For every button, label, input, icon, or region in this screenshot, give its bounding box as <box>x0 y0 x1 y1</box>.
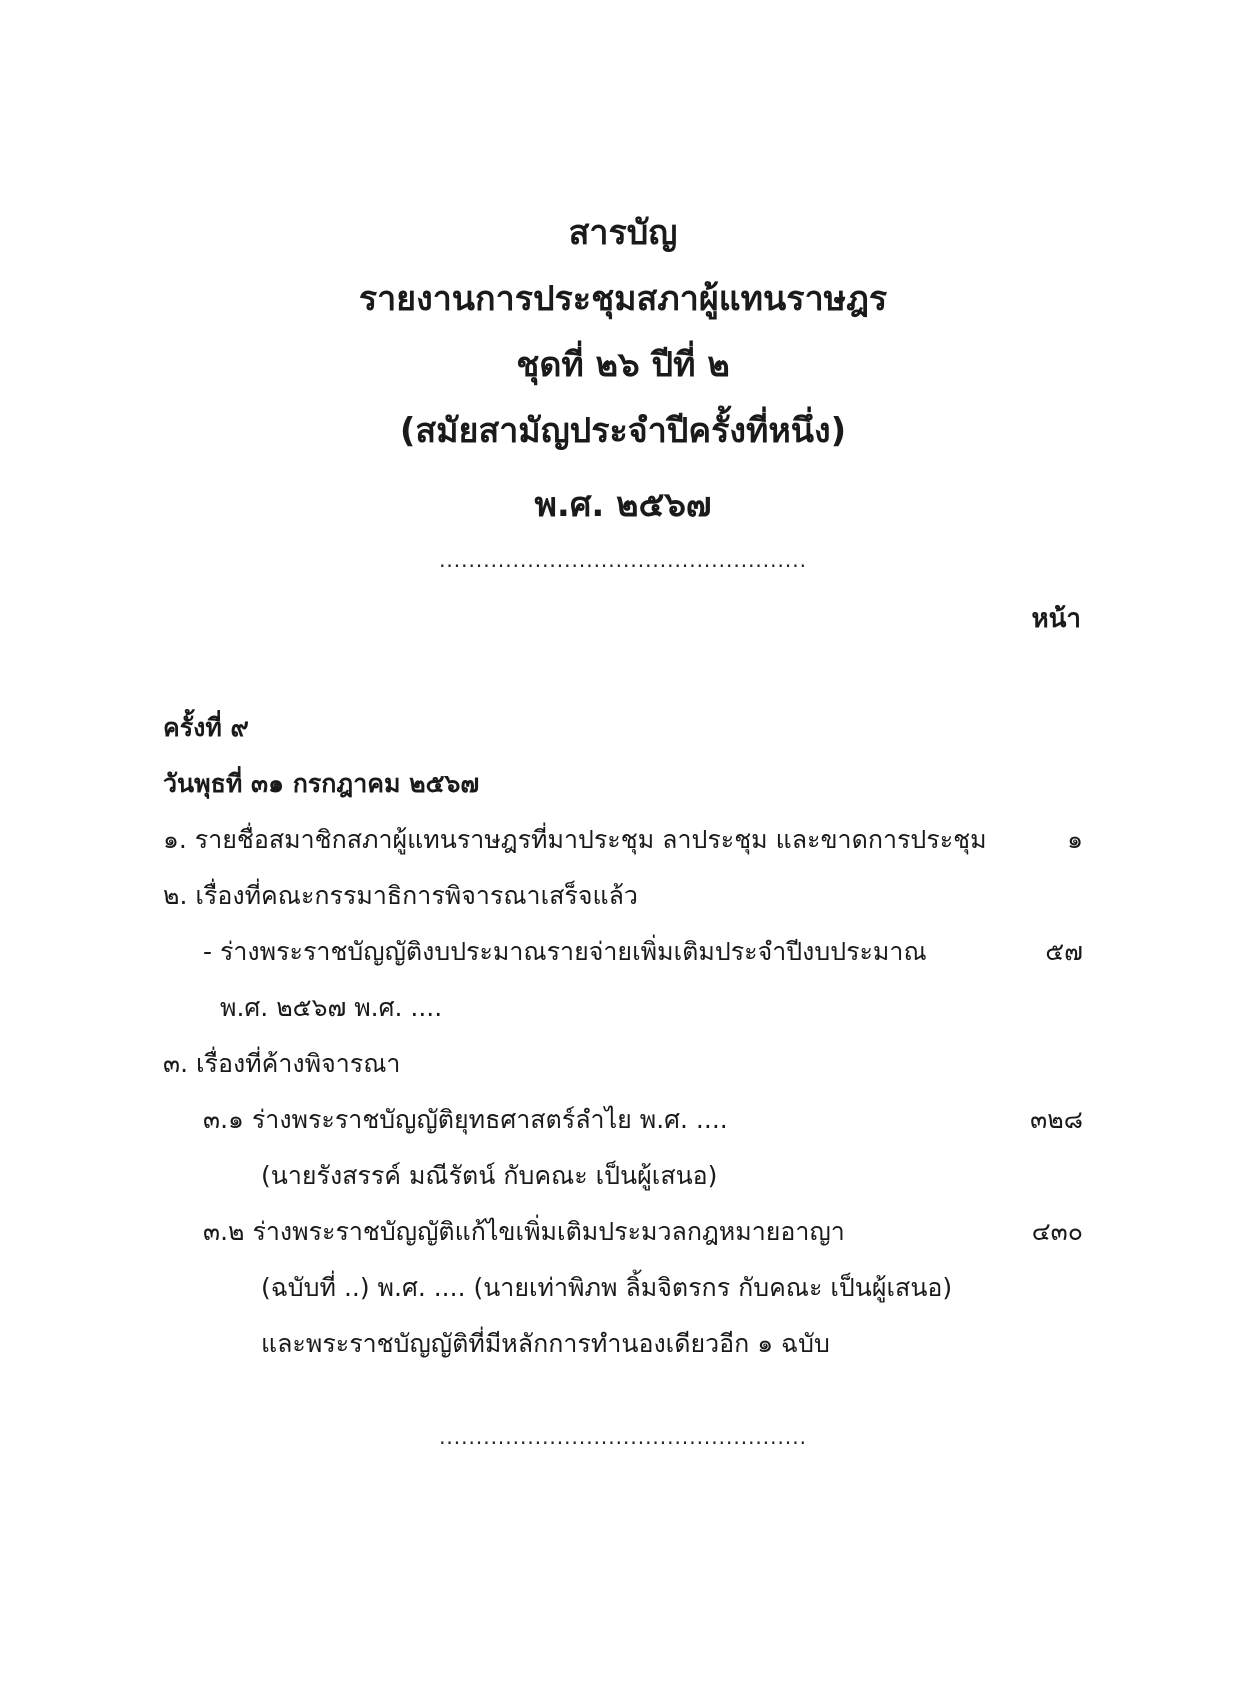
toc-entry-2-1-cont <box>163 980 1083 1036</box>
doc-subtitle: รายงานการประชุมสภาผู้แทนราษฎร <box>358 279 888 319</box>
toc-entry-page: ๔๓๐ <box>1031 1217 1083 1246</box>
toc-entry-3-1-cont <box>163 1148 1083 1204</box>
toc-entry-text: ๒. เรื่องที่คณะกรรมาธิการพิจารณาเสร็จแล้ว <box>163 881 638 910</box>
doc-title: สารบัญ <box>568 213 678 253</box>
toc-entry-continuation: (ฉบับที่ ..) พ.ศ. .... (นายเท่าพิภพ ลิ้มจิตรกร กับคณะ เป็นผู้เสนอ) <box>261 1273 953 1302</box>
separator-bottom: .................................................. <box>439 1425 807 1449</box>
doc-year: พ.ศ. ๒๕๖๗ <box>534 485 712 525</box>
session-date: วันพุธที่ ๓๑ กรกฎาคม ๒๕๖๗ <box>163 769 480 798</box>
toc-entry-3-2-cont1 <box>163 1260 1083 1316</box>
toc-entry-text: ๓. เรื่องที่ค้างพิจารณา <box>163 1049 401 1078</box>
page-column-label: หน้า <box>1031 604 1081 634</box>
toc-entry-text: - ร่างพระราชบัญญัติงบประมาณรายจ่ายเพิ่มเติมประจำปีงบประมาณ <box>203 937 927 966</box>
separator-top: .................................................. <box>439 548 807 572</box>
toc-entry-text: ๓.๒ ร่างพระราชบัญญัติแก้ไขเพิ่มเติมประมวลกฎหมายอาญา <box>203 1217 845 1246</box>
title-block <box>0 200 1246 538</box>
toc-entry-continuation: พ.ศ. ๒๕๖๗ พ.ศ. .... <box>220 993 443 1022</box>
doc-series: ชุดที่ ๒๖ ปีที่ ๒ <box>516 345 730 385</box>
toc-entry-3-2-cont2 <box>163 1316 1083 1372</box>
toc-entry-text: ๓.๑ ร่างพระราชบัญญัติยุทธศาสตร์ลำไย พ.ศ. .... <box>203 1105 728 1134</box>
toc-entry-continuation: (นายรังสรรค์ มณีรัตน์ กับคณะ เป็นผู้เสนอ) <box>261 1161 718 1190</box>
session-number: ครั้งที่ ๙ <box>163 713 249 742</box>
toc-entry-page: ๑ <box>1067 825 1083 854</box>
toc-entry-continuation: และพระราชบัญญัติที่มีหลักการทำนองเดียวอีก ๑ ฉบับ <box>261 1329 830 1358</box>
toc-entry-3-1 <box>163 1092 1083 1148</box>
doc-session-type: (สมัยสามัญประจำปีครั้งที่หนึ่ง) <box>399 411 847 451</box>
toc-entry-page: ๓๒๘ <box>1030 1105 1083 1134</box>
toc-entry-text: ๑. รายชื่อสมาชิกสภาผู้แทนราษฎรที่มาประชุม ลาประชุม และขาดการประชุม <box>163 825 987 854</box>
toc-entry-1 <box>163 812 1083 868</box>
table-of-contents <box>163 700 1083 1372</box>
toc-entry-3-2 <box>163 1204 1083 1260</box>
toc-entry-2-1 <box>163 924 1083 980</box>
toc-entry-page: ๕๗ <box>1045 937 1083 966</box>
toc-entry-2 <box>163 868 1083 924</box>
toc-entry-3 <box>163 1036 1083 1092</box>
